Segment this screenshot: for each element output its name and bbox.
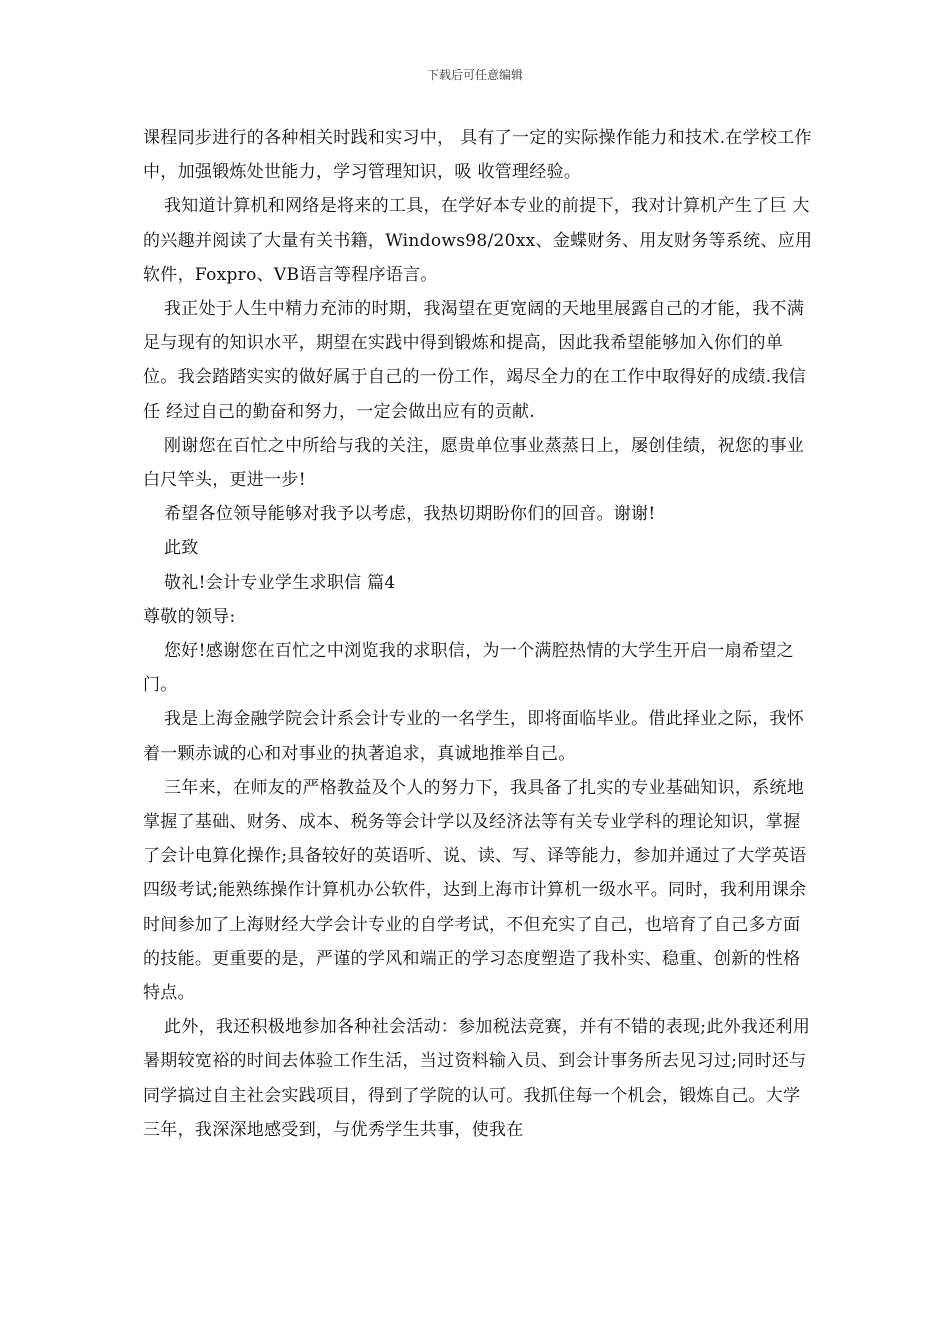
document-body <box>143 121 813 1147</box>
paragraph: 此外，我还积极地参加各种社会活动：参加税法竞赛，并有不错的表现;此外我还利用暑期较宽裕的时间去体验工作生活，当过资料输入员、到会计事务所去见习过;同时还与同学搞过自主社会实践项目，得到了学院的认可。我抓住每一个机会，锻炼自己。大学三年，我深深地感受到，与优秀学生共事，使我在 <box>143 1017 811 1140</box>
paragraph: 三年来，在师友的严格教益及个人的努力下，我具备了扎实的专业基础知识，系统地掌握了基础、财务、成本、税务等会计学以及经济法等有关专业学科的理论知识，掌握了会计电算化操作;具备较好的英语听、说、读、写、译等能力，参加并通过了大学英语四级考试;能熟练操作计算机办公软件，达到上海市计算机一级水平。同时，我利用课余时间参加了上海财经大学会计专业的自学考试，不但充实了自己，也培育了自己多方面的技能。更重要的是，严谨的学风和端正的学习态度塑造了我朴实、稳重、创新的性格特点。 <box>143 777 807 1004</box>
paragraph: 我正处于人生中精力充沛的时期，我渴望在更宽阔的天地里展露自己的才能，我不满足与现有的知识水平，期望在实践中得到锻炼和提高，因此我希望能够加入你们的单位。我会踏踏实实的做好属于自己的一份工作，竭尽全力的在工作中取得好的成绩.我信任 经过自己的勤奋和努力，一定会做出应有的贡献. <box>143 299 807 422</box>
closing-line: 此致 <box>164 538 199 559</box>
paragraph: 希望各位领导能够对我予以考虑，我热切期盼你们的回音。谢谢! <box>164 504 656 525</box>
paragraph: 刚谢您在百忙之中所给与我的关注，愿贵单位事业蒸蒸日上，屡创佳绩，祝您的事业 白尺竿头，更进一步! <box>143 435 805 491</box>
paragraph: 我知道计算机和网络是将来的工具，在学好本专业的前提下，我对计算机产生了巨 大的兴趣并阅读了大量有关书籍，Windows98/20xx、金蝶财务、用友财务等系统、应用 软件，Foxpro、VB语言等程序语言。 <box>143 196 813 285</box>
page-header: 下载后可任意编辑 <box>426 68 523 82</box>
paragraph: 您好!感谢您在百忙之中浏览我的求职信，为一个满腔热情的大学生开启一扇希望之门。 <box>143 641 794 696</box>
section-title: 敬礼!会计专业学生求职信 篇4 <box>164 572 396 593</box>
paragraph: 课程同步进行的各种相关时践和实习中， 具有了一定的实际操作能力和技术.在学校工作中，加强锻炼处世能力，学习管理知识，吸 收管理经验。 <box>143 128 812 183</box>
paragraph: 我是上海金融学院会计系会计专业的一名学生，即将面临毕业。借此择业之际，我怀着一颗赤诚的心和对事业的执著追求，真诚地推举自己。 <box>143 709 805 764</box>
salutation: 尊敬的领导: <box>143 606 236 627</box>
